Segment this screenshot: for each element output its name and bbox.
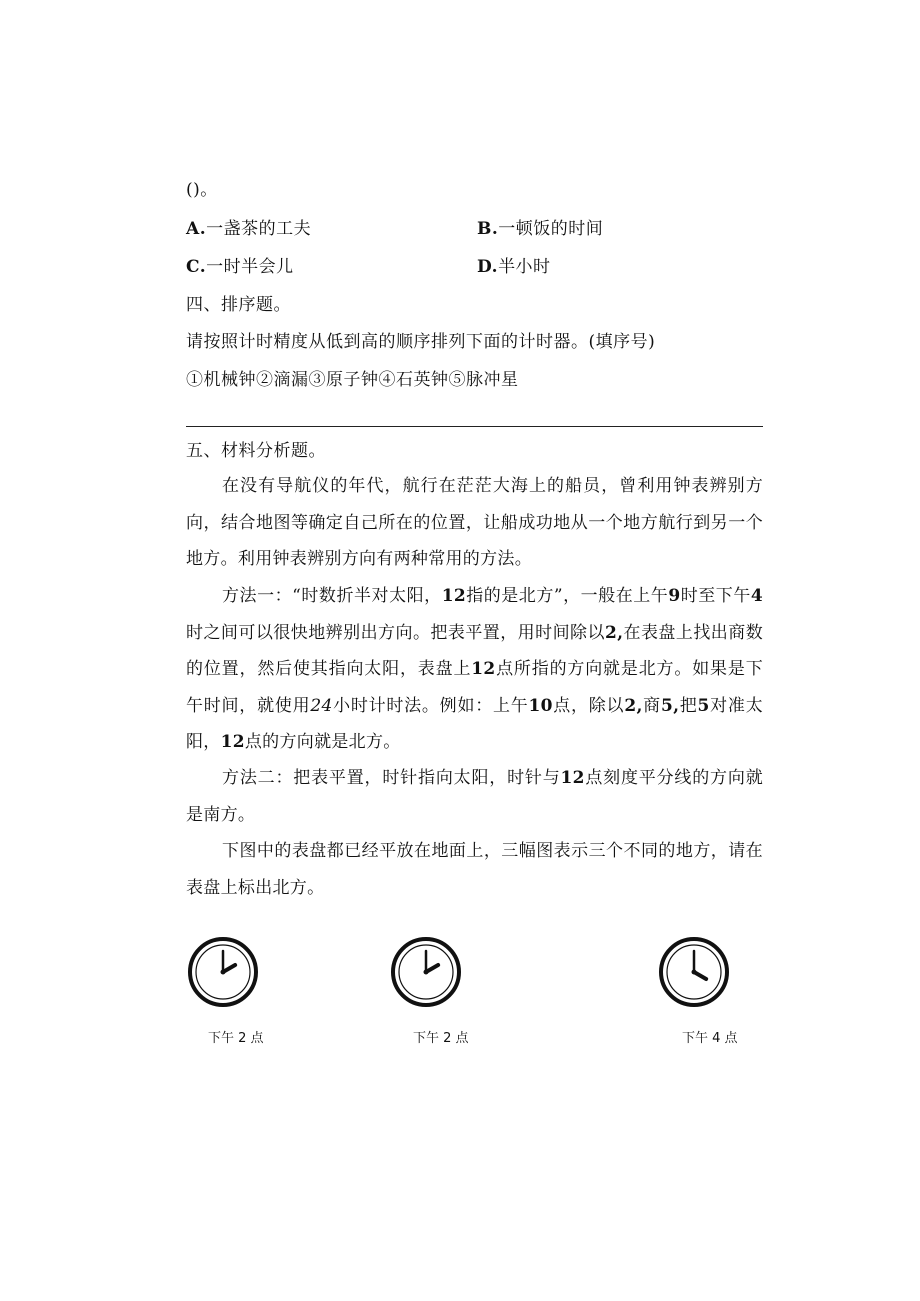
option-text: 一盏茶的工夫 xyxy=(206,219,312,239)
section-4-items: ①机械钟②滴漏③原子钟④石英钟⑤脉冲星 xyxy=(186,370,519,390)
option-d xyxy=(477,257,551,277)
section-5-heading: 五、材料分析题。 xyxy=(186,441,326,461)
option-letter: C. xyxy=(186,257,207,277)
section-4-prompt: 请按照计时精度从低到高的顺序排列下面的计时器。(填序号) xyxy=(186,332,656,352)
option-text: 半小时 xyxy=(498,257,551,277)
task-paragraph: 下图中的表盘都已经平放在地面上，三幅图表示三个不同的地方，请在表盘上标出北方。 xyxy=(186,841,763,898)
option-b xyxy=(477,219,603,239)
option-letter: B. xyxy=(477,219,499,239)
clock-dial[interactable] xyxy=(658,936,730,1008)
option-c xyxy=(186,257,294,277)
clock-dial[interactable] xyxy=(187,936,259,1008)
dial-time-label: 下午 2 点 xyxy=(413,1031,469,1046)
option-letter: A. xyxy=(186,219,207,239)
clock-dial[interactable] xyxy=(390,936,462,1008)
method-one-paragraph: 方法一：“时数折半对太阳，12指的是北方”，一般在上午9时至下午4时之间可以很快地辨别出方向。把表平置，用时间除以2,在表盘上找出商数的位置，然后使其指向太阳，表盘上12点所指的方向就是北方。如果是下午时间，就使用24小时计时法。例如：上午10点，除以2,商5,把5对准太阳，12点的方向就是北方。 xyxy=(186,586,764,752)
section-4-heading: 四、排序题。 xyxy=(186,295,291,315)
section-divider xyxy=(186,426,763,427)
clock-center-pin xyxy=(424,970,429,975)
option-a xyxy=(186,219,311,239)
option-letter: D. xyxy=(477,257,499,277)
clock-center-pin xyxy=(692,970,697,975)
option-text: 一时半会儿 xyxy=(206,257,294,277)
clock-center-pin xyxy=(221,970,226,975)
question-stem-tail: ()。 xyxy=(186,180,218,200)
method-two-paragraph: 方法二：把表平置，时针指向太阳，时针与12点刻度平分线的方向就是南方。 xyxy=(186,768,763,825)
dial-time-label: 下午 4 点 xyxy=(682,1031,738,1046)
option-text: 一顿饭的时间 xyxy=(498,219,604,239)
dial-time-label: 下午 2 点 xyxy=(208,1031,264,1046)
section-5-intro: 在没有导航仪的年代，航行在茫茫大海上的船员，曾利用钟表辨别方向，结合地图等确定自己所在的位置，让船成功地从一个地方航行到另一个地方。利用钟表辨别方向有两种常用的方法。 xyxy=(186,476,763,569)
